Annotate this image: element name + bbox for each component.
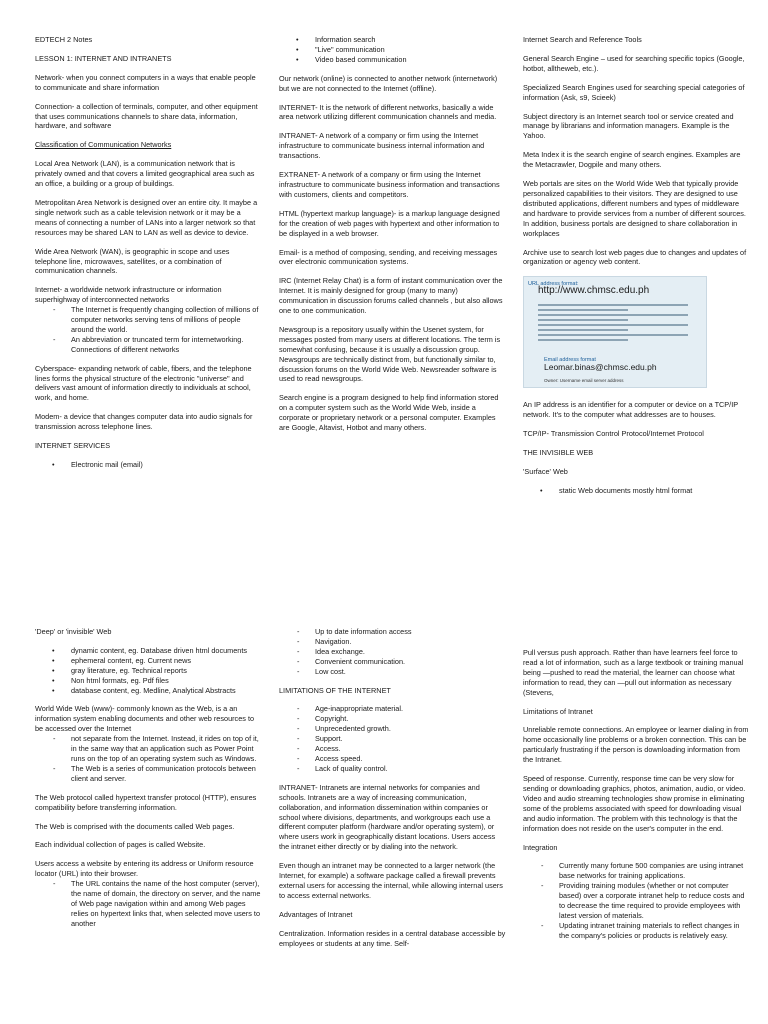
integration-heading: Integration (523, 842, 558, 852)
url-format-caption: URL address format: (528, 281, 579, 288)
cyberspace-definition: Cyberspace- expanding network of cable, fibers, and the telephone lines forms the physical structure of the electronic "universe" and delivers vast amount of information directly to individuals at school, work, and home. (35, 363, 252, 403)
list-item: - Convenient communication. (279, 657, 507, 667)
general-search-engine: General Search Engine – used for searching specific topics (Google, hotbot, alltheweb, etc.). (523, 53, 745, 73)
web-portals: Web portals are sites on the World Wide Web that typically provide personalized capabilities to their visitors. They are designed to use distributed applications, different numbers and types of middleware and hardware to provide services from a number of different sources. In addition, business portals are designed to share collaboration in workplaces (523, 179, 746, 238)
services-list-continued (279, 35, 507, 65)
page2-column-3 (523, 648, 751, 950)
lan-definition: Local Area Network (LAN), is a communication network that is privately owned and that covers a limited geographical area such as an office, a building or a group of buildings. (35, 159, 255, 189)
list-item: • Information search (279, 35, 507, 45)
wan-definition: Wide Area Network (WAN), is geographic in scope and uses telephone line, microwaves, satellites, or a combination of communication channels. (35, 246, 230, 276)
url-example: http://www.chmsc.edu.ph (538, 285, 650, 297)
url-access-text: Users access a website by entering its address or Uniform resource locator (URL) into their browser. (35, 859, 254, 879)
search-tools-heading: Internet Search and Reference Tools (523, 35, 642, 44)
page2-column-1 (35, 627, 263, 938)
lesson-heading: LESSON 1: INTERNET AND INTRANETS (35, 53, 172, 63)
list-item: • dynamic content, eg. Database driven html documents (35, 646, 263, 656)
list-item: • Non html formats, eg. Pdf files (35, 676, 263, 686)
list-item: • Video based communication (279, 55, 507, 65)
man-definition: Metropolitan Area Network is designed over an entire city. It maybe a single network such as a cable television network or it may be a means of connecting a number of LANs into a larger network so that resources may be shared LAN to LAN as well as device to device. (35, 197, 258, 237)
list-item: - The URL contains the name of the host computer (server), the name of domain, the directory on server, and the name of Web page navigation within and among Web pages relies on hypertext links that, when selected move users to another (35, 879, 263, 929)
subject-directory: Subject directory is an Internet search tool or service created and manage by librarians and information managers. Example is the Yahoo. (523, 111, 734, 141)
specialized-search-engine: Specialized Search Engines used for searching special categories of information (Ask, s9, Scieek) (523, 82, 745, 102)
list-item: - Lack of quality control. (279, 764, 507, 774)
list-item: - Low cost. (279, 667, 507, 677)
email-def: Email- is a method of composing, sending, and receiving messages over electronic communication systems. (279, 247, 498, 267)
centralization-text: Centralization. Information resides in a central database accessible by employees or students at any time. Self- (279, 928, 506, 948)
list-item: - Up to date information access (279, 627, 507, 637)
deep-web-heading: 'Deep' or 'invisible' Web (35, 627, 112, 636)
limitations-list (279, 704, 507, 773)
list-item: - An abbreviation or truncated term for internetworking. Connections of different networks (35, 335, 263, 355)
list-item: - Access. (279, 744, 507, 754)
list-item: • "Live" communication (279, 45, 507, 55)
list-item: - Idea exchange. (279, 647, 507, 657)
list-item: • gray literature, eg. Technical reports (35, 666, 263, 676)
meta-index: Meta Index it is the search engine of search engines. Examples are the Metacrawler, Dogpile and many others. (523, 150, 741, 170)
url-list (35, 879, 263, 929)
list-item: - The Internet is frequently changing collection of millions of computer networks serving tens of millions of people around the world. (35, 305, 263, 335)
advantages-list (279, 627, 507, 677)
unreliable-text: Unreliable remote connections. An employee or learner dialing in from home occasionally line problems or a broken connection. This can be particularly frustrating if the person is downloading information from the Intranet. (523, 725, 749, 765)
list-item: - Updating intranet training materials to reflect changes in the company's policies or products is relatively easy. (523, 921, 751, 941)
web-pages-text: The Web is comprised with the documents called Web pages. (35, 821, 235, 831)
page1-column-1 (35, 35, 263, 479)
www-list (35, 734, 263, 784)
our-network-text: Our network (online) is connected to another network (internetwork) but we are not connected to the Internet (offline). (279, 73, 498, 93)
modem-definition: Modem- a device that changes computer data into audio signals for transmission across telephone lines. (35, 412, 253, 432)
list-item: - not separate from the Internet. Instead, it rides on top of it, in the same way that an application such as Power Point runs on the top of an operating system such as Windows. (35, 734, 263, 764)
page-2 (0, 512, 768, 1024)
page1-column-3 (523, 35, 751, 505)
limitations-heading: LIMITATIONS OF THE INTERNET (279, 685, 391, 695)
email-format-caption: Email address format (544, 357, 596, 364)
html-def: HTML (hypertext markup language)- is a markup language designed for the creation of web pages with hypertext and other information to be displayed in a web browser. (279, 208, 500, 238)
internet-definition: Internet- a worldwide network infrastructure or information superhighway of interconnected networks (35, 285, 222, 305)
http-text: The Web protocol called hypertext transfer protocol (HTTP), ensures compatibility before transferring information. (35, 792, 257, 812)
invisible-web-heading: THE INVISIBLE WEB (523, 448, 594, 458)
newsgroup-def: Newsgroup is a repository usually within the Usenet system, for messages posted from many users at different locations. The term is somewhat confusing, because it is usually a discussion group. Newsgroups are technically distinct from, but functionally similar to, discussion forums on the World Wide Web. Newsreader software is used to read newsgroups. (279, 324, 501, 384)
domain-table (538, 301, 688, 344)
network-definition: Network- when you connect computers in a ways that enable people to communicate and share information (35, 72, 256, 92)
pull-push-text: Pull versus push approach. Rather than have learners feel force to read a lot of information, such as a large textbook or training manual being —pushed to read the material, the learner can choose what information to read, they can —pull out information as necessary (Stevens, (523, 648, 744, 697)
list-item: - Access speed. (279, 754, 507, 764)
advantages-heading: Advantages of Intranet (279, 909, 353, 919)
surface-web-list (523, 486, 751, 496)
tcpip-def: TCP/IP- Transmission Control Protocol/Internet Protocol (523, 429, 704, 439)
www-definition: World Wide Web (www)- commonly known as the Web, is a an information system enabling documents and other web resources to be accessed over the Internet (35, 704, 255, 734)
speed-text: Speed of response. Currently, response time can be very slow for sending or downloading graphics, photos, animation, audio, or video. Video and audio streaming technologies show promise in eliminating some of the problems associated with speed for downloading visual and audio information. The problem with this technology is that the information does not reside on the user's computer in the end. (523, 774, 746, 833)
internet-services-heading: INTERNET SERVICES (35, 441, 111, 451)
list-item: • ephemeral content, eg. Current news (35, 656, 263, 666)
email-parts-label: Owner: Username email server address (544, 378, 624, 384)
integration-list (523, 861, 751, 940)
surface-web-heading: 'Surface' Web (523, 466, 568, 476)
extranet-def: EXTRANET- A network of a company or firm using the Internet infrastructure to communicate business information and transactions with customers, clients and competitors. (279, 170, 500, 199)
list-item: • Electronic mail (email) (35, 460, 263, 470)
list-item: - Age-inappropriate material. (279, 704, 507, 714)
address-format-figure (523, 276, 707, 388)
archive: Archive use to search lost web pages due to changes and updates of organization or agency web content. (523, 247, 747, 267)
list-item: • database content, eg. Medline, Analytical Abstracts (35, 686, 263, 696)
intranet-def: INTRANET- A network of a company or firm using the Internet infrastructure to communicate business internal information and transactions. (279, 131, 485, 161)
page1-column-2 (279, 35, 507, 442)
intranet-limitations-heading: Limitations of Intranet (523, 706, 593, 716)
classification-heading: Classification of Communication Networks (35, 140, 172, 150)
ip-address-def: An IP address is an identifier for a computer or device on a TCP/IP network. It's to the computer what addresses are to houses. (523, 400, 738, 420)
list-item: - Unprecedented growth. (279, 724, 507, 734)
website-text: Each individual collection of pages is called Website. (35, 840, 206, 850)
list-item: - The Web is a series of communication protocols between client and server. (35, 764, 263, 784)
deep-web-list (35, 646, 263, 696)
list-item: - Currently many fortune 500 companies are using intranet base networks for training applications. (523, 861, 751, 881)
list-item: - Copyright. (279, 714, 507, 724)
connection-definition: Connection- a collection of terminals, computer, and other equipment that uses communications channels to share data, information, hardware, and software (35, 101, 258, 131)
internet-def: INTERNET- It is the network of different networks, basically a wide area network utilizing different communication channels and media. (279, 102, 497, 122)
email-example: Leomar.binas@chmsc.edu.ph (544, 362, 657, 373)
document-title: EDTECH 2 Notes (35, 35, 93, 44)
services-list (35, 460, 263, 470)
list-item: - Navigation. (279, 637, 507, 647)
list-item: - Support. (279, 734, 507, 744)
intranet-text: INTRANET- Intranets are internal networks for companies and schools. Intranets are a way of increasing communication, collaboration, and information dissemination within companies or school where divisions, departments, and workgroups each use a different computer platform (hardware and/or operating system), or where users work in geographically distant locations. Users access the intranet either directly or by dialing into the network. (279, 782, 496, 852)
list-item: - Providing training modules (whether or not computer based) over a corporate intranet help to reduce costs and to decrease the time required to provide employees with latest version of materials. (523, 881, 751, 921)
list-item: • static Web documents mostly html format (523, 486, 751, 496)
irc-def: IRC (Internet Relay Chat) is a form of instant communication over the Internet. It is mainly designed for group (many to many) communication in discussion forums called channels , but also allows one to one communication. (279, 276, 503, 316)
firewall-text: Even though an intranet may be connected to a larger network (the Internet, for example) a software package called a firewall prevents external users for accessing the internal, while allowing internal users to access external networks. (279, 861, 503, 900)
page2-column-2 (279, 627, 507, 957)
internet-list (35, 305, 263, 355)
search-engine-def: Search engine is a program designed to help find information stored on a computer system such as the World Wide Web, inside a corporate or proprietary network or a personal computer. Examples are Google, Altavist, Hotbot and many others. (279, 393, 499, 433)
